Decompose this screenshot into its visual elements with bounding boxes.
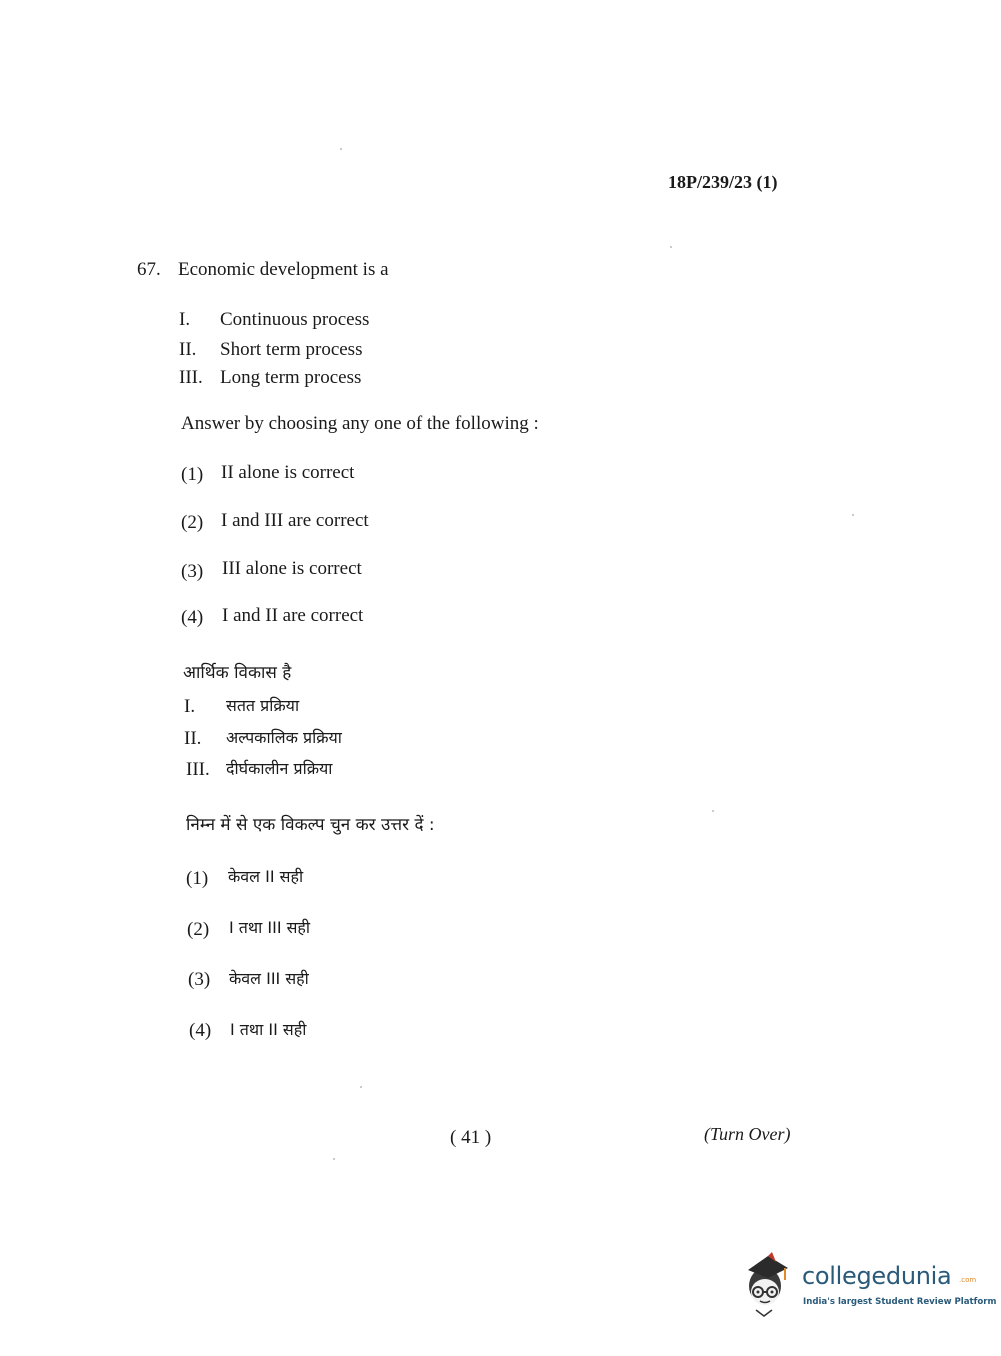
hindi-statement-2-number: II.: [184, 728, 202, 749]
hindi-option-3-number: (3): [188, 969, 211, 990]
hindi-question-text: आर्थिक विकास है: [183, 663, 292, 683]
watermark-tagline: India's largest Student Review Platform: [803, 1297, 997, 1307]
paper-code: 18P/239/23 (1): [668, 172, 778, 192]
statement-2-text: Short term process: [220, 339, 363, 360]
statement-3-number: III.: [179, 367, 203, 388]
option-3-text: III alone is correct: [222, 558, 362, 579]
turn-over-note: (Turn Over): [704, 1124, 791, 1144]
statement-1-number: I.: [179, 309, 191, 330]
hindi-option-2-number: (2): [187, 919, 210, 940]
hindi-option-4-text: I तथा II सही: [230, 1020, 307, 1039]
hindi-instruction: निम्न में से एक विकल्प चुन कर उत्तर दें :: [186, 815, 435, 835]
hindi-statement-2-text: अल्पकालिक प्रक्रिया: [226, 728, 342, 747]
watermark-domain: .com: [959, 1276, 977, 1284]
watermark-brand: collegedunia: [802, 1262, 952, 1290]
hindi-statement-3-number: III.: [186, 759, 210, 780]
hindi-option-4-number: (4): [189, 1020, 212, 1041]
hindi-statement-1-number: I.: [184, 696, 196, 717]
option-1-text: II alone is correct: [221, 462, 355, 483]
hindi-statement-3-text: दीर्घकालीन प्रक्रिया: [226, 759, 333, 778]
page-number: ( 41 ): [450, 1127, 492, 1148]
option-1-number: (1): [181, 464, 204, 485]
option-2-number: (2): [181, 512, 204, 533]
option-4-number: (4): [181, 607, 204, 628]
option-2-text: I and III are correct: [221, 510, 369, 531]
statement-3-text: Long term process: [220, 367, 362, 388]
option-3-number: (3): [181, 561, 204, 582]
hindi-option-3-text: केवल III सही: [229, 969, 309, 988]
hindi-statement-1-text: सतत प्रक्रिया: [226, 696, 300, 715]
question-number: 67.: [137, 259, 161, 280]
statement-2-number: II.: [179, 339, 197, 360]
question-text: Economic development is a: [178, 259, 389, 280]
option-4-text: I and II are correct: [222, 605, 364, 626]
hindi-option-1-number: (1): [186, 868, 209, 889]
hindi-option-1-text: केवल II सही: [228, 867, 304, 886]
hindi-option-2-text: I तथा III सही: [229, 918, 311, 937]
statement-1-text: Continuous process: [220, 309, 370, 330]
answer-instruction: Answer by choosing any one of the following :: [181, 413, 539, 434]
